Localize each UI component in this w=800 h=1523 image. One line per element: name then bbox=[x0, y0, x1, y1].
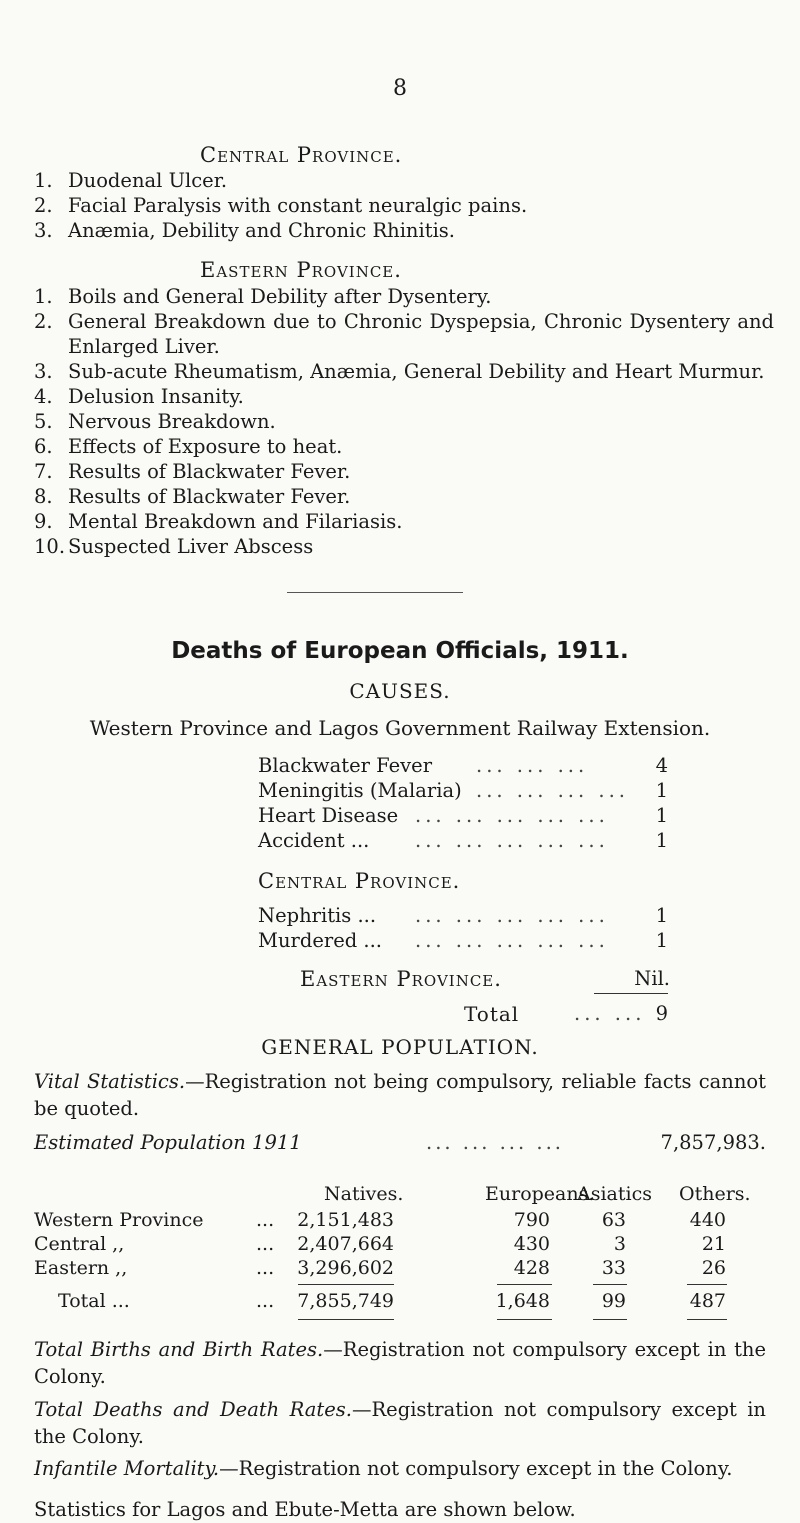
table-rule bbox=[593, 1284, 627, 1285]
total-rule bbox=[594, 993, 668, 994]
table-rule bbox=[497, 1319, 552, 1320]
list-item: 8. Results of Blackwater Fever. bbox=[34, 485, 351, 508]
deaths-rates-paragraph: Total Deaths and Death Rates.—Registration not compulsory except in the Colony. bbox=[34, 1398, 766, 1448]
col-header-others: Others. bbox=[679, 1183, 751, 1205]
vital-statistics-paragraph: Vital Statistics.—Registration not being compulsory, reliable facts cannot be quoted. bbox=[34, 1070, 766, 1120]
central-province-heading: Central Province. bbox=[200, 143, 403, 167]
page-number: 8 bbox=[393, 76, 407, 101]
list-item: 6. Effects of Exposure to heat. bbox=[34, 435, 343, 458]
statistics-note: Statistics for Lagos and Ebute-Metta are shown below. bbox=[34, 1498, 576, 1521]
section-divider bbox=[287, 592, 463, 593]
list-item: 3. Anæmia, Debility and Chronic Rhinitis. bbox=[34, 219, 456, 242]
central-province-deaths-heading: Central Province. bbox=[258, 869, 461, 893]
deaths-total-value: 9 bbox=[655, 1002, 668, 1025]
births-paragraph: Total Births and Birth Rates.—Registration not compulsory except in the Colony. bbox=[34, 1338, 766, 1388]
deaths-total-dots: ... ... bbox=[574, 1002, 646, 1025]
col-header-natives: Natives. bbox=[324, 1183, 404, 1205]
general-population-heading: GENERAL POPULATION. bbox=[261, 1035, 539, 1059]
list-item: 2. Facial Paralysis with constant neuralgic pains. bbox=[34, 194, 528, 217]
table-rule bbox=[687, 1319, 727, 1320]
list-item: 2. General Breakdown due to Chronic Dyspepsia, Chronic Dysentery and Enlarged Liver. bbox=[34, 310, 774, 358]
estimated-population-line: Estimated Population 1911 ... ... ... ... 7,857,983. bbox=[34, 1131, 766, 1154]
list-item: 1. Duodenal Ulcer. bbox=[34, 169, 228, 192]
deaths-title: Deaths of European Officials, 1911. bbox=[171, 638, 629, 664]
table-rule bbox=[298, 1284, 394, 1285]
col-header-europeans: Europeans. bbox=[485, 1183, 595, 1205]
eastern-province-heading: Eastern Province. bbox=[200, 258, 402, 282]
eastern-province-list bbox=[34, 284, 774, 559]
list-item: 4. Delusion Insanity. bbox=[34, 385, 244, 408]
table-rule bbox=[298, 1319, 394, 1320]
central-province-list bbox=[34, 168, 774, 243]
list-item: 1. Boils and General Debility after Dysentery. bbox=[34, 285, 492, 308]
list-item: 9. Mental Breakdown and Filariasis. bbox=[34, 510, 403, 533]
western-province-heading: Western Province and Lagos Government Railway Extension. bbox=[89, 716, 711, 740]
table-rule bbox=[687, 1284, 727, 1285]
list-item: 7. Results of Blackwater Fever. bbox=[34, 460, 351, 483]
list-item: 3. Sub-acute Rheumatism, Anæmia, General Debility and Heart Murmur. bbox=[34, 360, 765, 383]
causes-heading: CAUSES. bbox=[349, 679, 451, 703]
col-header-asiatics: Asiatics bbox=[577, 1183, 652, 1205]
table-rule bbox=[593, 1319, 627, 1320]
list-item: 10. Suspected Liver Abscess bbox=[34, 535, 314, 558]
deaths-total-label: Total bbox=[464, 1002, 520, 1026]
table-rule bbox=[497, 1284, 552, 1285]
list-item: 5. Nervous Breakdown. bbox=[34, 410, 276, 433]
eastern-deaths-value: Nil. bbox=[634, 967, 670, 990]
eastern-province-deaths-heading: Eastern Province. bbox=[300, 967, 502, 991]
infantile-mortality-paragraph: Infantile Mortality.—Registration not compulsory except in the Colony. bbox=[34, 1457, 733, 1480]
